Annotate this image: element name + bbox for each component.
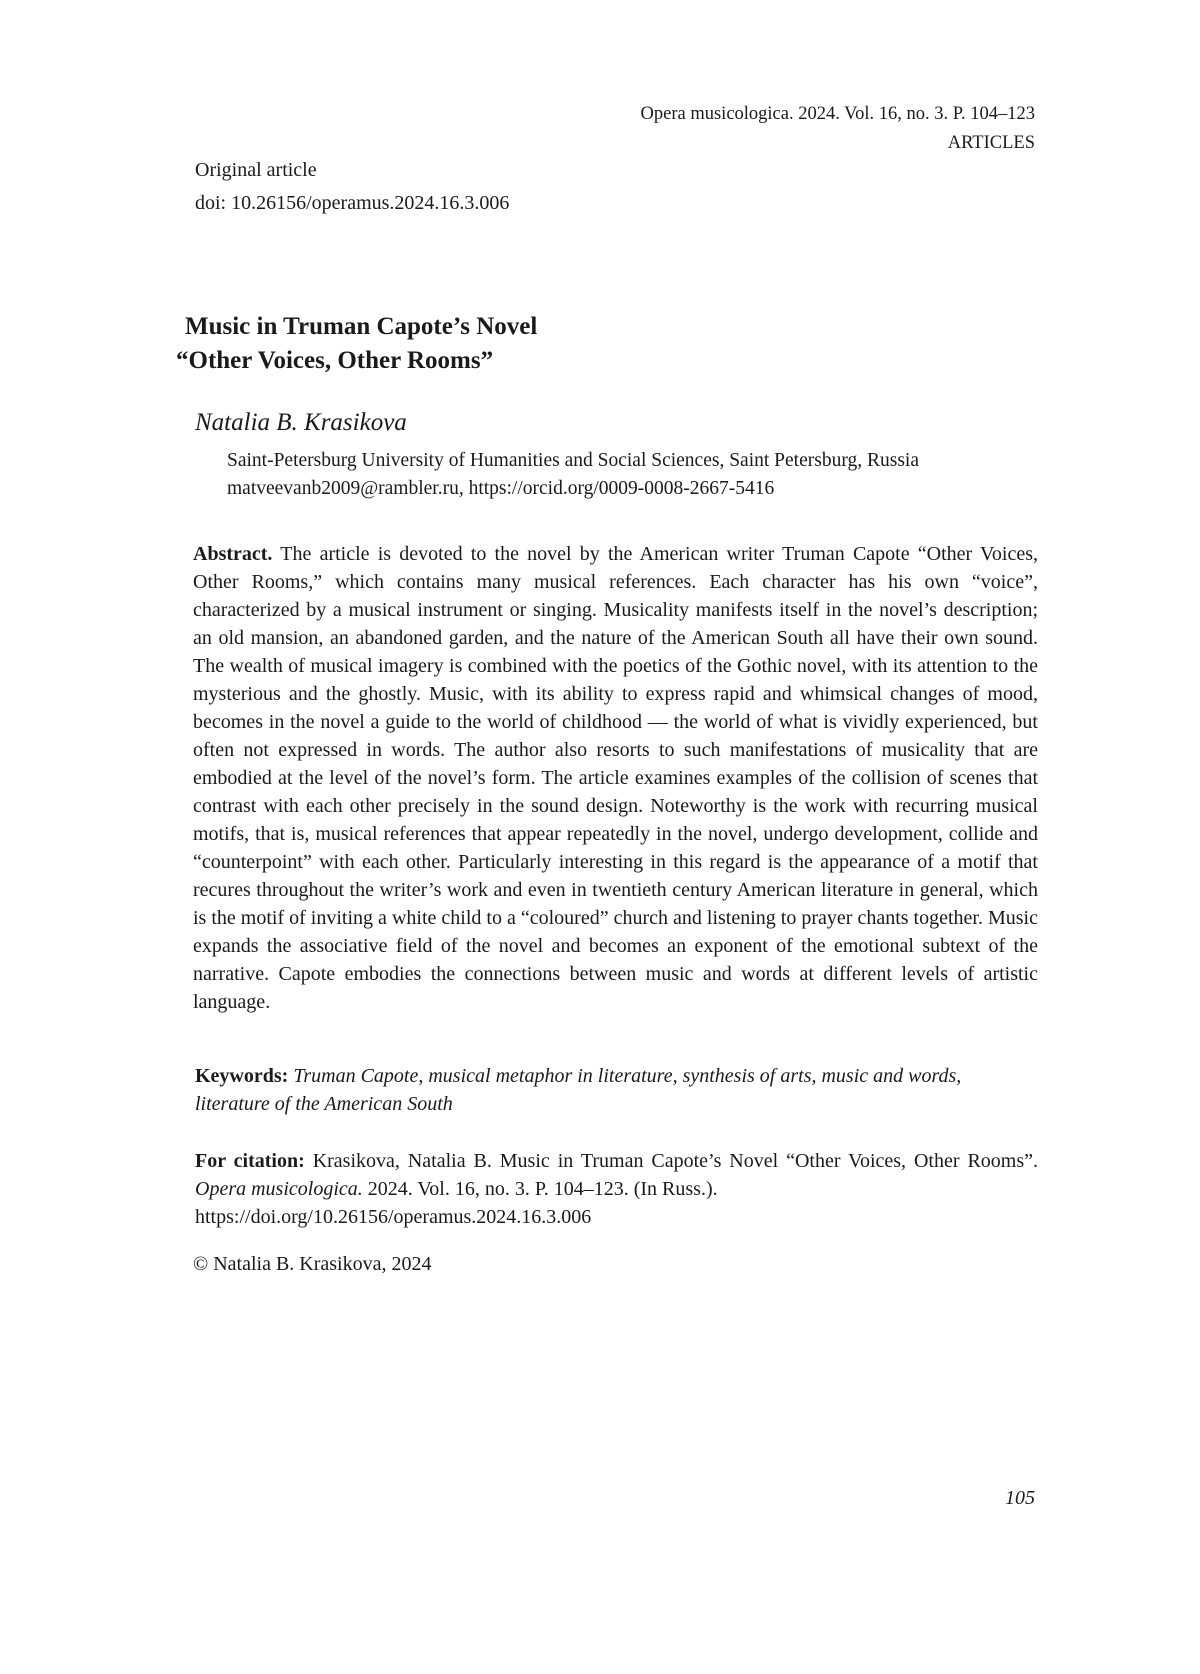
citation-journal: Opera musicologica. (195, 1178, 363, 1200)
abstract-label: Abstract. (193, 543, 273, 565)
affiliation: Saint-Petersburg University of Humanities and Social Sciences, Saint Petersburg, Russia (227, 450, 919, 471)
running-head (641, 100, 1035, 158)
article-type: Original article (195, 159, 317, 181)
article-title (176, 310, 538, 378)
citation-label: For citation: (195, 1150, 305, 1172)
article-meta (195, 154, 509, 220)
title-line-1: Music in Truman Capote’s Novel (185, 313, 538, 340)
keywords (195, 1062, 1038, 1118)
citation-text: Krasikova, Natalia B. Music in Truman Capote’s Novel “Other Voices, Other Rooms”. (312, 1150, 1039, 1172)
abstract (193, 540, 1038, 1016)
abstract-text: The article is devoted to the novel by the American writer Truman Capote “Other Voices, Other Rooms,” which contains many musical references. Each character has his own “voice”, characterized by a musical instrument or singing. Musicality manifests itself in the novel’s description; an old mansion, an abandoned garden, and the nature of the American South all have their own sound. The wealth of musical imagery is combined with the poetics of the Gothic novel, with its attention to the mysterious and the ghostly. Music, with its ability to express rapid and whimsical changes of mood, becomes in the novel a guide to the world of childhood — the world of what is vividly experienced, but often not expressed in words. The author also resorts to such manifestations of musicality that are embodied at the level of the novel’s form. The article examines examples of the collision of scenes that contrast with each other precisely in the sound design. Noteworthy is the work with recurring musical motifs, that is, musical references that appear repeatedly in the novel, undergo development, collide and “counterpoint” with each other. Particularly interesting in this regard is the appearance of a motif that recures throughout the writer’s work and even in twentieth century American literature in general, which is the motif of inviting a white child to a “coloured” church and listening to prayer chants together. Music expands the associative field of the novel and becomes an exponent of the emotional subtext of the narrative. Capote embodies the connections between music and words at different levels of artistic language. (193, 543, 1039, 1013)
author-name: Natalia B. Krasikova (195, 409, 407, 436)
journal-reference: Opera musicologica. 2024. Vol. 16, no. 3. P. 104–123 (640, 104, 1035, 124)
keywords-text: Truman Capote, musical metaphor in literature, synthesis of arts, music and words, literature of the American South (195, 1065, 962, 1115)
copyright: © Natalia B. Krasikova, 2024 (193, 1253, 432, 1275)
doi: doi: 10.26156/operamus.2024.16.3.006 (195, 192, 510, 214)
citation-details: 2024. Vol. 16, no. 3. P. 104–123. (In Russ.). (367, 1178, 718, 1200)
author-affiliation-block (227, 447, 919, 503)
citation (195, 1147, 1038, 1231)
citation-url[interactable]: https://doi.org/10.26156/operamus.2024.16.3.006 (195, 1206, 592, 1228)
page-number: 105 (1005, 1487, 1035, 1509)
title-line-2: “Other Voices, Other Rooms” (176, 347, 494, 374)
section-label: ARTICLES (947, 133, 1035, 153)
keywords-label: Keywords: (195, 1065, 289, 1087)
author-contact: matveevanb2009@rambler.ru, https://orcid.org/0009-0008-2667-5416 (227, 478, 775, 499)
